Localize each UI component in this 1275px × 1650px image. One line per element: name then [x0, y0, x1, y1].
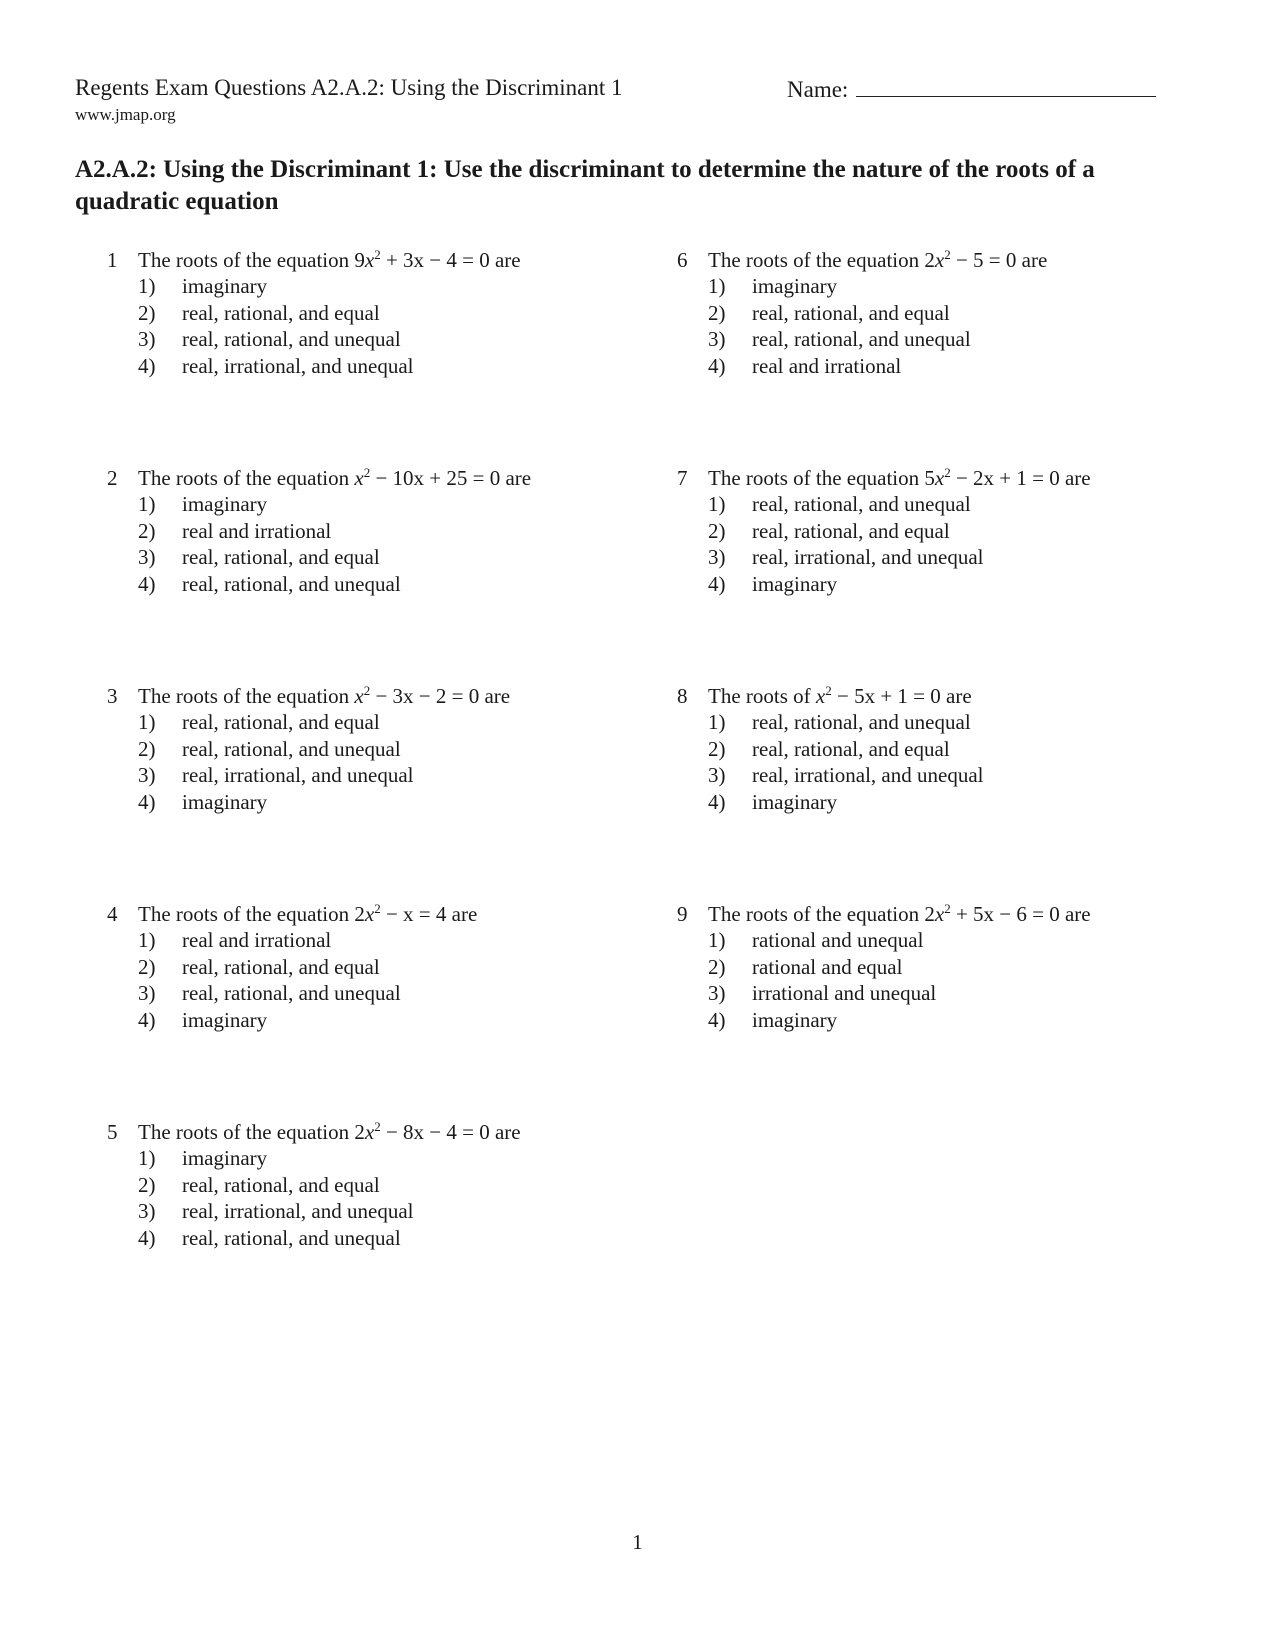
choice-text: real, rational, and equal	[182, 954, 380, 979]
question-stem	[107, 465, 627, 491]
answer-choice[interactable]	[107, 1145, 627, 1172]
question-stem	[677, 465, 1197, 491]
answer-choice[interactable]	[107, 762, 627, 789]
choice-number: 1)	[138, 710, 156, 734]
question-stem	[107, 901, 627, 927]
choice-text: real, rational, and equal	[752, 518, 950, 543]
answer-choices	[107, 273, 627, 379]
answer-choice[interactable]	[677, 954, 1197, 981]
question-number: 7	[677, 466, 688, 490]
answer-choices	[107, 927, 627, 1033]
question-text	[138, 247, 521, 273]
answer-choice[interactable]	[677, 571, 1197, 598]
stem-prefix: The roots of the equation	[708, 902, 925, 926]
choice-number: 4)	[138, 1225, 156, 1250]
equation	[924, 248, 1016, 272]
choice-number: 1)	[708, 274, 726, 298]
equation-coefficient: 9	[354, 248, 365, 272]
choice-text: imaginary	[182, 1007, 268, 1032]
choice-text: real, irrational, and unequal	[182, 763, 414, 787]
question-7	[677, 465, 1197, 597]
choice-text: real, rational, and unequal	[182, 327, 401, 351]
answer-choice[interactable]	[107, 491, 627, 518]
answer-choice[interactable]	[107, 736, 627, 763]
choice-number: 1)	[138, 928, 156, 952]
answer-choice[interactable]	[677, 709, 1197, 736]
choice-text: imaginary	[182, 492, 268, 516]
stem-prefix: The roots of the equation	[138, 902, 355, 926]
answer-choice[interactable]	[107, 1198, 627, 1225]
equation-rest: − 10x + 25 = 0	[370, 466, 501, 490]
choice-text: real, rational, and equal	[752, 300, 950, 325]
choice-number: 4)	[708, 1007, 726, 1032]
choice-number: 4)	[138, 789, 156, 814]
equation-rest: − 2x + 1 = 0	[950, 466, 1060, 490]
choice-number: 4)	[138, 1007, 156, 1032]
choice-text: real, rational, and unequal	[182, 981, 401, 1005]
answer-choice[interactable]	[107, 518, 627, 545]
answer-choice[interactable]	[677, 736, 1197, 763]
choice-text: real, rational, and unequal	[182, 571, 401, 596]
equation-coefficient: 2	[924, 902, 935, 926]
answer-choices	[677, 709, 1197, 815]
choice-text: imaginary	[182, 1146, 268, 1170]
document-header	[75, 74, 622, 126]
choice-text: real, rational, and equal	[182, 1172, 380, 1197]
equation-exponent: 2	[374, 1119, 381, 1134]
answer-choice[interactable]	[677, 980, 1197, 1007]
choice-number: 3)	[708, 545, 726, 569]
stem-suffix: are	[500, 466, 532, 490]
choice-number: 3)	[708, 981, 726, 1005]
answer-choice[interactable]	[677, 518, 1197, 545]
answer-choices	[677, 273, 1197, 379]
choice-number: 2)	[708, 954, 726, 979]
equation	[354, 902, 446, 926]
question-9	[677, 901, 1197, 1033]
choice-number: 1)	[138, 274, 156, 298]
choice-number: 2)	[708, 518, 726, 543]
choice-number: 2)	[138, 300, 156, 325]
stem-suffix: are	[1016, 248, 1048, 272]
choice-text: real, rational, and equal	[182, 710, 380, 734]
equation-exponent: 2	[825, 683, 832, 698]
answer-choice[interactable]	[107, 571, 627, 598]
choice-number: 4)	[708, 789, 726, 814]
question-1	[107, 247, 627, 379]
question-stem	[107, 247, 627, 273]
answer-choices	[107, 491, 627, 597]
stem-suffix: are	[489, 1120, 521, 1144]
choice-text: real, rational, and equal	[182, 300, 380, 325]
question-text	[708, 683, 972, 709]
choice-text: real and irrational	[182, 518, 332, 543]
question-6	[677, 247, 1197, 379]
answer-choice[interactable]	[107, 300, 627, 327]
choice-text: real and irrational	[182, 928, 332, 952]
choice-text: real, irrational, and unequal	[752, 545, 984, 569]
choice-number: 4)	[138, 571, 156, 596]
equation-exponent: 2	[374, 247, 381, 262]
equation-rest: − 3x − 2 = 0	[370, 684, 480, 708]
answer-choice[interactable]	[107, 1007, 627, 1034]
choice-text: real, rational, and equal	[752, 736, 950, 761]
answer-choice[interactable]	[677, 326, 1197, 353]
question-number: 6	[677, 248, 688, 272]
choice-text: real, rational, and unequal	[752, 710, 971, 734]
choice-number: 3)	[138, 1199, 156, 1223]
choice-number: 2)	[138, 518, 156, 543]
choice-text: rational and equal	[752, 954, 903, 979]
name-field	[787, 74, 1156, 104]
answer-choice[interactable]	[677, 544, 1197, 571]
answer-choices	[677, 491, 1197, 597]
question-text	[708, 465, 1091, 491]
equation-exponent: 2	[363, 683, 371, 698]
equation-coefficient: 2	[354, 902, 365, 926]
stem-prefix: The roots of the equation	[138, 684, 355, 708]
stem-suffix: are	[1059, 902, 1091, 926]
question-5	[107, 1119, 627, 1251]
choice-text: rational and unequal	[752, 928, 924, 952]
question-text	[138, 683, 510, 709]
stem-suffix: are	[446, 902, 478, 926]
stem-prefix: The roots of the equation	[138, 1120, 355, 1144]
name-blank-line[interactable]	[856, 74, 1156, 97]
stem-suffix: are	[940, 684, 972, 708]
equation	[924, 466, 1059, 490]
stem-prefix: The roots of the equation	[708, 466, 925, 490]
stem-prefix: The roots of	[708, 684, 816, 708]
equation	[354, 248, 489, 272]
answer-choice[interactable]	[677, 300, 1197, 327]
question-stem	[107, 683, 627, 709]
equation-coefficient: 5	[924, 466, 935, 490]
equation-exponent: 2	[374, 901, 381, 916]
choice-number: 4)	[708, 353, 726, 378]
question-text	[138, 465, 531, 491]
page-number: 1	[632, 1530, 643, 1554]
equation-rest: + 3x − 4 = 0	[380, 248, 490, 272]
question-number: 4	[107, 902, 118, 926]
choice-text: real, rational, and unequal	[752, 492, 971, 516]
equation-variable: x	[934, 466, 945, 490]
question-4	[107, 901, 627, 1033]
question-text	[708, 901, 1091, 927]
question-text	[708, 247, 1047, 273]
answer-choice[interactable]	[107, 273, 627, 300]
question-number: 8	[677, 684, 688, 708]
question-text	[138, 1119, 521, 1145]
answer-choice[interactable]	[677, 353, 1197, 380]
equation-variable: x	[364, 248, 375, 272]
equation-coefficient: 2	[354, 1120, 365, 1144]
question-text	[138, 901, 477, 927]
stem-suffix: are	[479, 684, 511, 708]
choice-text: real and irrational	[752, 353, 902, 378]
question-number: 2	[107, 466, 118, 490]
choice-number: 4)	[708, 571, 726, 596]
question-stem	[107, 1119, 627, 1145]
answer-choice[interactable]	[677, 789, 1197, 816]
answer-choices	[107, 1145, 627, 1251]
answer-choices	[677, 927, 1197, 1033]
question-number: 1	[107, 248, 118, 272]
equation-exponent: 2	[363, 465, 371, 480]
choice-text: imaginary	[182, 274, 268, 298]
question-stem	[677, 247, 1197, 273]
equation-variable: x	[364, 902, 375, 926]
question-number: 3	[107, 684, 118, 708]
question-stem	[677, 901, 1197, 927]
equation-rest: − 5 = 0	[950, 248, 1017, 272]
equation-variable: x	[354, 684, 364, 708]
equation-exponent: 2	[944, 247, 951, 262]
equation-exponent: 2	[944, 465, 951, 480]
answer-choice[interactable]	[107, 1172, 627, 1199]
stem-prefix: The roots of the equation	[138, 248, 355, 272]
stem-prefix: The roots of the equation	[138, 466, 355, 490]
choice-number: 1)	[708, 492, 726, 516]
section-heading: A2.A.2: Using the Discriminant 1: Use the discriminant to determine the nature of the roots of a quadratic equation	[75, 156, 1095, 215]
equation-variable: x	[364, 1120, 375, 1144]
stem-suffix: are	[489, 248, 521, 272]
stem-prefix: The roots of the equation	[708, 248, 925, 272]
choice-number: 2)	[138, 1172, 156, 1197]
answer-choice[interactable]	[677, 1007, 1197, 1034]
answer-choice[interactable]	[107, 326, 627, 353]
choice-number: 1)	[138, 1146, 156, 1170]
answer-choice[interactable]	[677, 273, 1197, 300]
stem-suffix: are	[1059, 466, 1091, 490]
question-2	[107, 465, 627, 597]
answer-choice[interactable]	[107, 789, 627, 816]
choice-text: real, rational, and equal	[182, 545, 380, 569]
choice-number: 3)	[708, 327, 726, 351]
equation-exponent: 2	[944, 901, 951, 916]
choice-number: 2)	[138, 954, 156, 979]
choice-text: real, irrational, and unequal	[182, 353, 414, 378]
equation	[924, 902, 1059, 926]
equation-rest: − 8x − 4 = 0	[380, 1120, 490, 1144]
answer-choice[interactable]	[107, 980, 627, 1007]
answer-choice[interactable]	[107, 353, 627, 380]
document-title: Regents Exam Questions A2.A.2: Using the Discriminant 1	[75, 75, 623, 100]
name-label: Name:	[787, 77, 849, 102]
equation-rest: − x = 4	[380, 902, 447, 926]
question-number: 5	[107, 1120, 118, 1144]
choice-number: 4)	[138, 353, 156, 378]
answer-choice[interactable]	[677, 762, 1197, 789]
equation	[816, 684, 941, 708]
choice-number: 2)	[708, 300, 726, 325]
source-url: www.jmap.org	[75, 105, 176, 124]
choice-text: imaginary	[752, 274, 838, 298]
choice-text: imaginary	[752, 571, 838, 596]
choice-number: 1)	[138, 492, 156, 516]
choice-number: 3)	[708, 763, 726, 787]
choice-text: imaginary	[182, 789, 268, 814]
choice-number: 2)	[708, 736, 726, 761]
choice-number: 3)	[138, 327, 156, 351]
choice-text: imaginary	[752, 789, 838, 814]
equation-variable: x	[934, 902, 945, 926]
choice-number: 3)	[138, 763, 156, 787]
answer-choices	[107, 709, 627, 815]
choice-number: 1)	[708, 710, 726, 734]
question-stem	[677, 683, 1197, 709]
choice-text: real, irrational, and unequal	[752, 763, 984, 787]
equation-variable: x	[354, 466, 364, 490]
choice-text: real, rational, and unequal	[182, 736, 401, 761]
choice-text: imaginary	[752, 1007, 838, 1032]
choice-number: 3)	[138, 545, 156, 569]
equation-variable: x	[815, 684, 826, 708]
equation	[354, 466, 500, 490]
question-3	[107, 683, 627, 815]
choice-text: real, rational, and unequal	[752, 327, 971, 351]
equation-coefficient: 2	[924, 248, 935, 272]
equation	[354, 684, 479, 708]
equation	[354, 1120, 489, 1144]
choice-text: irrational and unequal	[752, 981, 937, 1005]
answer-choice[interactable]	[107, 954, 627, 981]
answer-choice[interactable]	[107, 927, 627, 954]
answer-choice[interactable]	[677, 491, 1197, 518]
choice-text: real, irrational, and unequal	[182, 1199, 414, 1223]
question-number: 9	[677, 902, 688, 926]
choice-number: 1)	[708, 928, 726, 952]
answer-choice[interactable]	[107, 544, 627, 571]
choice-number: 3)	[138, 981, 156, 1005]
equation-variable: x	[934, 248, 945, 272]
choice-text: real, rational, and unequal	[182, 1225, 401, 1250]
choice-number: 2)	[138, 736, 156, 761]
answer-choice[interactable]	[107, 1225, 627, 1252]
answer-choice[interactable]	[677, 927, 1197, 954]
equation-rest: + 5x − 6 = 0	[950, 902, 1060, 926]
equation-rest: − 5x + 1 = 0	[831, 684, 941, 708]
question-8	[677, 683, 1197, 815]
answer-choice[interactable]	[107, 709, 627, 736]
